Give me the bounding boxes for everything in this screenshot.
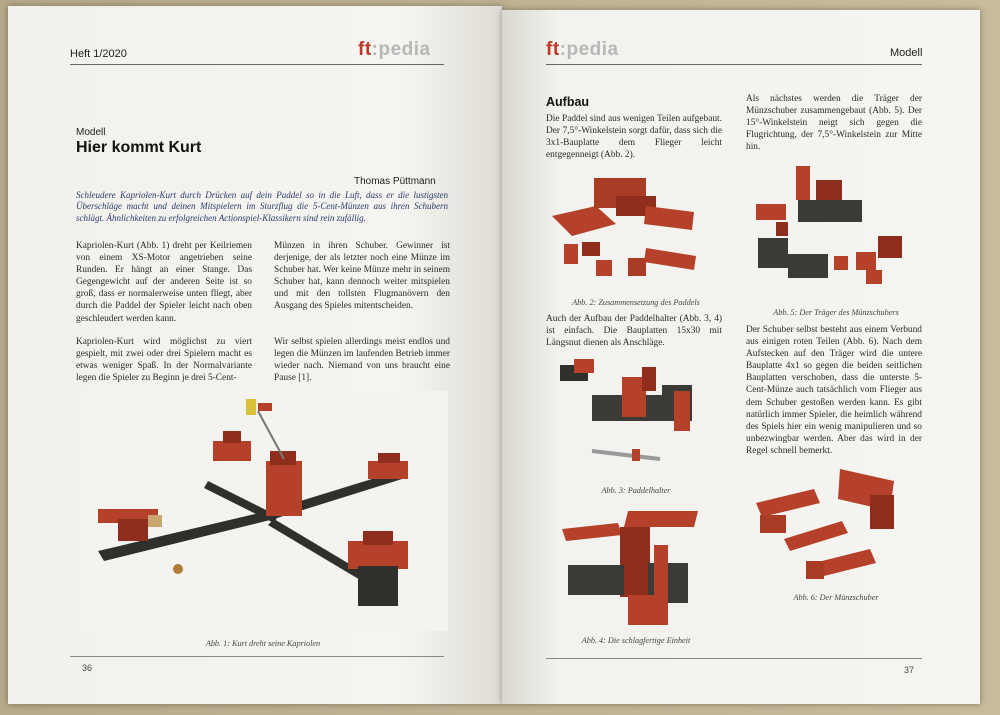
figure4-photo — [558, 505, 728, 635]
column1-paragraph2: Kapriolen-Kurt wird möglichst zu viert gespielt, mit zwei oder drei Spielern macht es etwas weniger Spaß. In der Normalvariante legen die Spieler zu Beginn je drei 5-Cent- — [76, 337, 252, 384]
figure3-caption: Abb. 3: Paddelhalter — [601, 486, 671, 495]
section-heading: Aufbau — [546, 95, 590, 109]
figure2-caption: Abb. 2: Zusammensetzung des Paddels — [572, 298, 700, 307]
section-label: Modell — [890, 47, 923, 59]
column2-paragraph1: Münzen in ihren Schuber. Gewinner ist derjenige, der als letzter noch eine Münze im Schuber hat. Wer keine Münze mehr in seinem Schuber hat, kann dennoch weiter mitspielen und mit den tollsten Flugmanövern den Ausgang des Spieles mitentscheiden. — [274, 241, 450, 312]
header-rule — [70, 64, 444, 65]
paragraph-holder: Auch der Aufbau der Paddelhalter (Abb. 3, 4) ist einfach. Die Bauplatten 15x30 mit Längsnut dienen als Anschläge. — [546, 314, 722, 349]
footer-rule — [546, 658, 922, 659]
paragraph-carrier: Als nächstes werden die Träger der Münzschuber zusammengebaut (Abb. 5). Der 15°-Winkelstein neigt sich gegen die Flugrichtung, der 7,5°-Winkelstein zur Mitte hin. — [746, 94, 922, 153]
right-page — [502, 10, 980, 704]
ftpedia-logo: ft:pedia — [546, 39, 619, 60]
article-category: Modell — [76, 127, 106, 138]
figure1-caption: Abb. 1: Kurt dreht seine Kapriolen — [205, 639, 321, 648]
paragraph-box: Der Schuber selbst besteht aus einem Verbund aus einigen roten Teilen (Abb. 6). Nach dem Aufstecken auf den Träger wird die untere Bauplatte 4x1 so gegen die beiden seitlichen Bauplatten verschoben, dass die unterste 5-Cent-Münze auch tatsächlich vom Flieger aus dem Schuber gestoßen werden kann. Es gibt natürlich immer Spieler, die heimlich während des Spiels hier ein wenig manipulieren und so unbezwingbar werden. Aber das wird in der Regel schnell bemerkt. — [746, 325, 922, 456]
figure3-photo — [552, 355, 732, 485]
article-title: Hier kommt Kurt — [76, 139, 202, 156]
intro-text: Schleudere Kapriolen-Kurt durch Drücken auf dein Paddel so in die Luft, dass er die lustigsten Überschläge macht und deinen Mitspielern im Sturzflug die 5-Cent-Münzen aus ihren Schubern schlägt. Ähnlichkeiten zu erfolgreichen Actionspiel-Klassikern sind rein zufällig. — [76, 190, 448, 223]
figure5-photo — [748, 160, 918, 300]
figure6-caption: Abb. 6: Der Münzschuber — [793, 593, 879, 602]
figure5-caption: Abb. 5: Der Träger des Münzschubers — [773, 308, 899, 317]
ftpedia-logo: ft:pedia — [358, 39, 431, 60]
page-number-left: 36 — [82, 663, 93, 673]
figure6-photo — [750, 465, 920, 595]
left-page — [8, 6, 502, 704]
footer-rule — [70, 656, 444, 657]
header-rule — [546, 64, 922, 65]
issue-label: Heft 1/2020 — [70, 48, 127, 60]
author: Thomas Püttmann — [354, 176, 436, 187]
figure4-caption: Abb. 4: Die schlagfertige Einheit — [581, 636, 691, 645]
figure2-photo — [546, 170, 726, 290]
column1-paragraph1: Kapriolen-Kurt (Abb. 1) dreht per Keilriemen von einem XS-Motor angetrieben seine Runden. Er hängt an einer Stange. Das Gegengewicht auf der anderen Seite ist so groß, dass er normalerweise unten fliegt, aber durch die Paddel der Spieler leicht nach oben geschleudert werden kann. — [76, 241, 252, 324]
paragraph-paddle: Die Paddel sind aus wenigen Teilen aufgebaut. Der 7,5°-Winkelstein sorgt dafür, dass sich die 3x1-Bauplatte dem Flieger leicht entgegenneigt (Abb. 2). — [546, 114, 722, 161]
column2-paragraph2: Wir selbst spielen allerdings meist endlos und legen die Münzen im laufenden Betrieb immer wieder nach. Niemand von uns braucht eine Pause [1]. — [274, 337, 450, 384]
page-number-right: 37 — [904, 665, 915, 675]
figure1-photo — [78, 391, 448, 631]
